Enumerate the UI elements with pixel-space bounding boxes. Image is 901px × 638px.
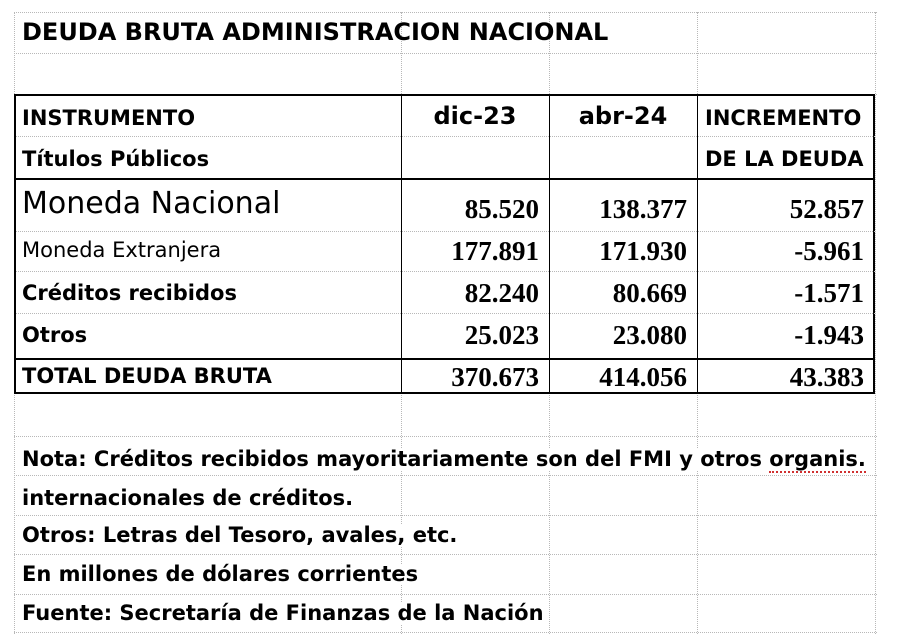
cell-incremento: -5.961 [794, 236, 864, 266]
header-instrumento: INSTRUMENTO [22, 106, 196, 130]
cell-dic-23: 82.240 [464, 278, 539, 308]
cell-dic-23: 370.673 [451, 362, 539, 392]
row-label: TOTAL DEUDA BRUTA [22, 364, 272, 388]
cell-abr-24: 414.056 [599, 362, 687, 392]
header-abr-24: abr-24 [578, 102, 668, 130]
grid-line [16, 271, 875, 272]
note-line-1 [22, 449, 868, 470]
cell-dic-23: 25.023 [464, 320, 539, 350]
grid-line [14, 554, 877, 555]
cell-incremento: 52.857 [789, 194, 864, 224]
grid-line [14, 436, 877, 437]
header-dic-23: dic-23 [433, 102, 517, 130]
note-text-underlined: organis. [769, 447, 866, 471]
grid-line [14, 515, 877, 516]
cell-abr-24: 171.930 [599, 236, 687, 266]
note-text: Nota: Créditos recibidos mayoritariamente son del FMI y otros [22, 447, 770, 471]
cell-abr-24: 23.080 [612, 320, 687, 350]
cell-incremento: -1.571 [794, 278, 864, 308]
grid-line [875, 12, 876, 634]
header-de-la-deuda: DE LA DEUDA [705, 147, 864, 171]
grid-line [14, 12, 877, 13]
grid-line [16, 231, 875, 232]
row-label: Créditos recibidos [22, 281, 237, 305]
grid-line [14, 475, 877, 476]
cell-incremento: 43.383 [789, 362, 864, 392]
cell-dic-23: 85.520 [464, 194, 539, 224]
grid-line [14, 594, 877, 595]
table-border [16, 358, 873, 360]
page-title: DEUDA BRUTA ADMINISTRACION NACIONAL [22, 18, 609, 46]
cell-abr-24: 80.669 [612, 278, 687, 308]
grid-line [16, 313, 875, 314]
note-fuente: Fuente: Secretaría de Finanzas de la Nación [22, 601, 544, 625]
grid-line [14, 632, 877, 633]
cell-dic-23: 177.891 [451, 236, 539, 266]
note-unidad: En millones de dólares corrientes [22, 562, 419, 586]
cell-abr-24: 138.377 [599, 194, 687, 224]
grid-line [16, 136, 875, 137]
header-subheader: Títulos Públicos [22, 147, 210, 171]
cell-incremento: -1.943 [794, 320, 864, 350]
grid-line [14, 53, 877, 54]
row-label: Otros [22, 323, 88, 347]
header-incremento: INCREMENTO [705, 106, 862, 130]
note-otros: Otros: Letras del Tesoro, avales, etc. [22, 523, 458, 547]
table-border [16, 178, 873, 180]
row-label: Moneda Nacional [22, 186, 281, 221]
row-label: Moneda Extranjera [22, 238, 222, 262]
note-line-2: internacionales de créditos. [22, 486, 354, 510]
